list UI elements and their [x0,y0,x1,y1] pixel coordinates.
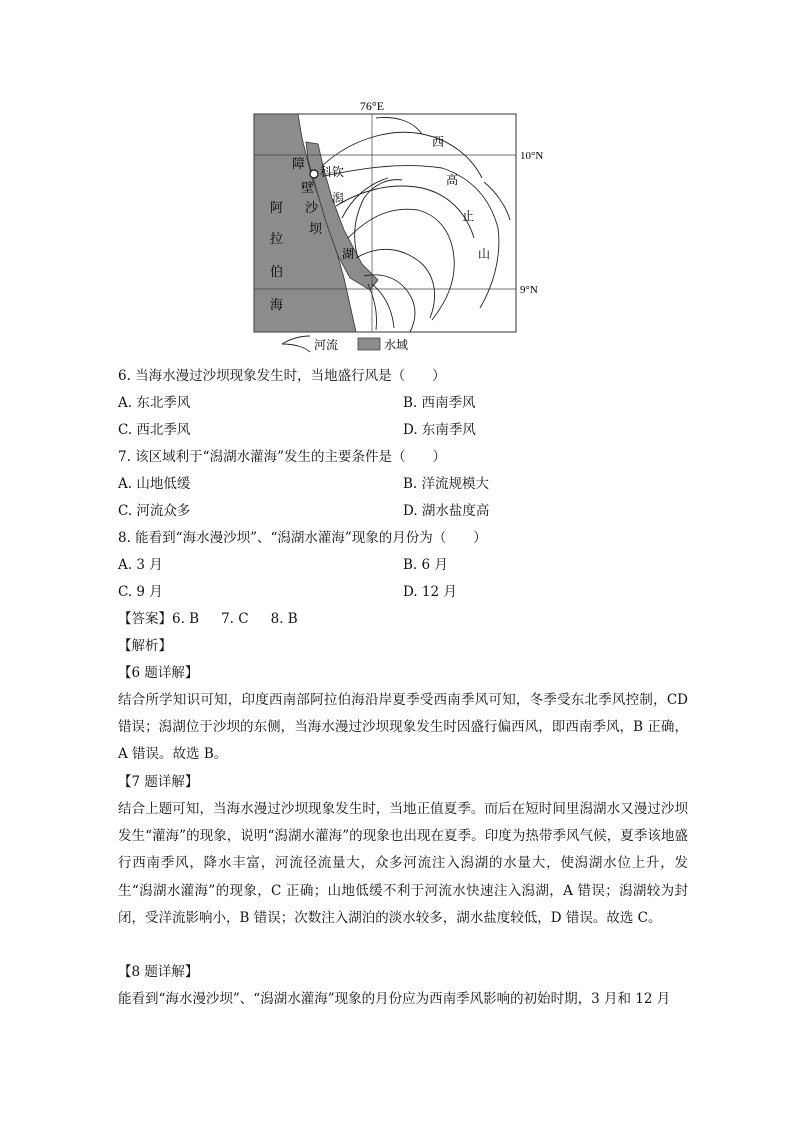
q8-option-d: D. 12 月 [403,584,457,600]
sea-char: 拉 [270,232,284,247]
legend-water-symbol [358,338,380,350]
highland-char: 西 [432,135,445,149]
detail-7-text: 结合上题可知，当海水漫过沙坝现象发生时，当地正值夏季。而后在短时间里潟湖水又漫过沙坝发生“灌海”的现象，说明“潟湖水灌海”的现象也出现在夏季。印度为热带季风气候，夏季该地盛行西南季风，降水丰富，河流径流量大，众多河流注入潟湖的水量大，使潟湖水位上升，发生“潟湖水灌海”的现象，C 正确；山地低缓不利于河流水快速注入潟湖，A 错误；潟湖较为封闭，受洋流影响小，B 错误；次数注入湖泊的淡水较多，湖水盐度较低，D 错误。故选 C。 [118,801,688,926]
answer-line [118,609,320,629]
question-8-stem: 8. 能看到“海水漫沙坝”、“潟湖水灌海”现象的月份为（ ） [118,530,487,546]
detail-6-label: 【6 题详解】 [118,665,199,681]
barrier-char: 壁 [301,181,315,196]
answer-item: 6. B [172,611,200,627]
q6-option-a: A. 东北季风 [118,395,191,411]
detail-7-label: 【7 题详解】 [118,774,199,790]
answer-item: 8. B [270,611,298,627]
lon-label: 76°E [359,99,385,113]
legend-water-label: 水域 [384,338,409,352]
lat-label-9n: 9°N [520,284,538,296]
lat-label-10n: 10°N [520,150,544,162]
map-svg [252,98,552,356]
q7-option-b: B. 洋流规模大 [403,476,490,492]
detail-8-label: 【8 题详解】 [118,964,199,980]
detail-6-text: 结合所学知识可知，印度西南部阿拉伯海沿岸夏季受西南季风可知，冬季受东北季风控制，CD 错误；潟湖位于沙坝的东侧，当海水漫过沙坝现象发生时因盛行偏西风，即西南季风，B 正确，A 错误。故选 B。 [118,692,688,763]
highland-char: 山 [478,247,491,261]
q8-option-b: B. 6 月 [403,557,448,573]
q7-option-d: D. 湖水盐度高 [403,503,490,519]
answer-item: 7. C [221,611,249,627]
detail-8-text: 能看到“海水漫沙坝”、“潟湖水灌海”现象的月份应为西南季风影响的初始时期，3 月和 12 月 [118,991,671,1007]
highland-char: 高 [446,173,459,187]
barrier-char: 障 [292,157,306,172]
lagoon-char: 湖 [342,247,355,261]
question-6-stem: 6. 当海水漫过沙坝现象发生时，当地盛行风是（ ） [118,368,446,384]
answer-label: 【答案】 [118,611,172,627]
barrier-char: 坝 [309,222,323,237]
q7-option-a: A. 山地低缓 [118,476,191,492]
city-label: 科钦 [320,165,345,179]
lagoon-char: 潟 [332,191,345,205]
q6-option-c: C. 西北季风 [118,422,191,438]
kochi-marker [310,170,318,178]
analysis-label: 【解析】 [118,638,172,654]
barrier-char: 沙 [305,201,319,216]
map-figure [252,98,552,356]
q7-option-c: C. 河流众多 [118,503,191,519]
q6-option-d: D. 东南季风 [403,422,476,438]
q6-option-b: B. 西南季风 [403,395,476,411]
question-7-stem: 7. 该区域利于“潟湖水灌海”发生的主要条件是（ ） [118,449,446,465]
sea-char: 伯 [270,265,284,280]
q8-option-a: A. 3 月 [118,557,163,573]
q8-option-c: C. 9 月 [118,584,163,600]
legend-river-symbol [282,336,310,352]
highland-char: 止 [462,209,475,223]
sea-char: 海 [270,298,284,313]
legend-river-label: 河流 [314,338,339,352]
sea-char: 阿 [270,201,284,216]
